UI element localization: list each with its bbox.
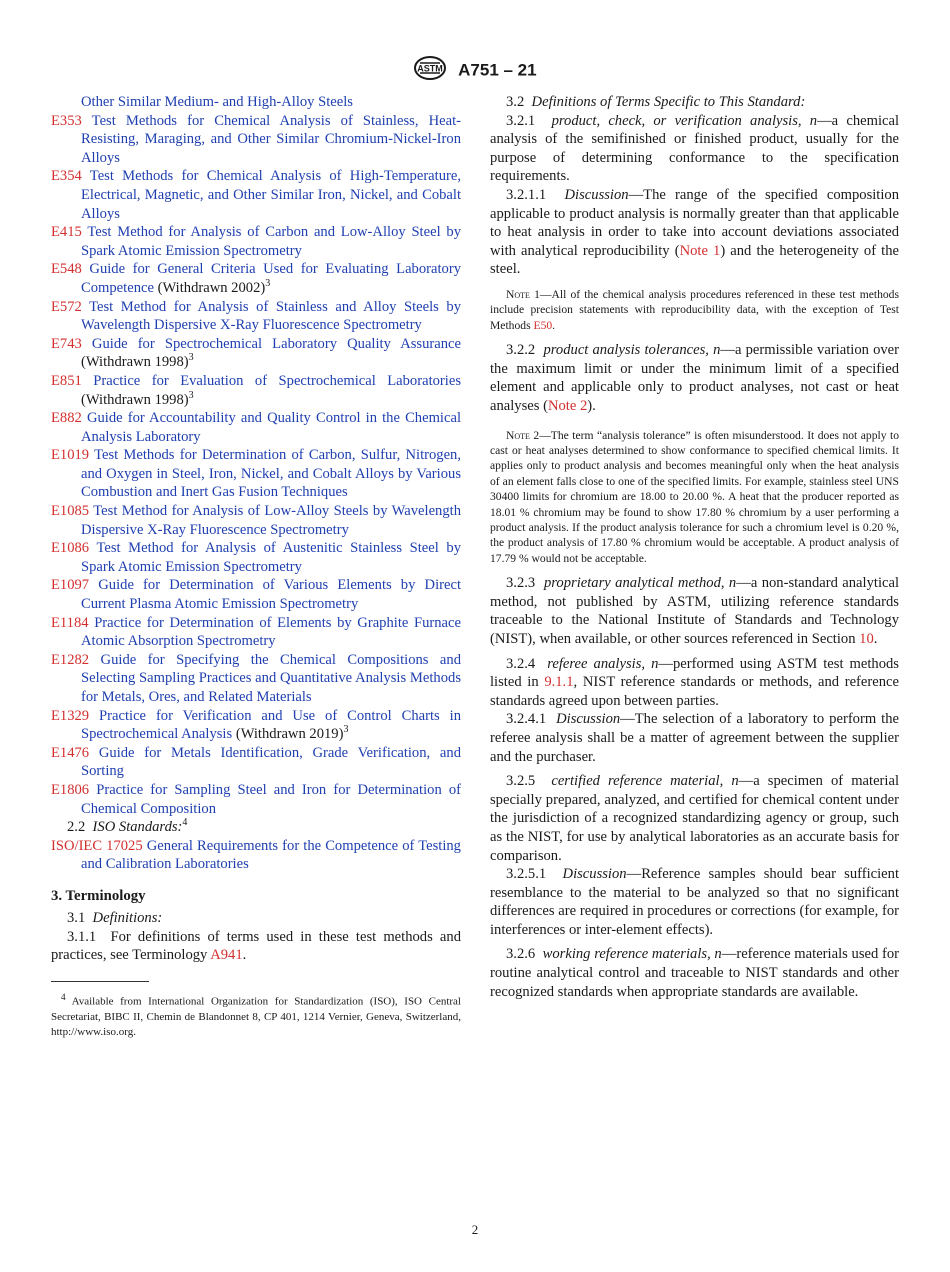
reference-code[interactable]: E1097 bbox=[51, 577, 90, 594]
reference-code[interactable]: E743 bbox=[51, 335, 82, 352]
link-section-10[interactable]: 10 bbox=[859, 630, 874, 647]
page-header bbox=[0, 55, 950, 86]
reference-code[interactable]: E353 bbox=[51, 112, 82, 129]
reference-item[interactable] bbox=[51, 298, 461, 335]
paragraph-3-2-5: 3.2.5 certified reference material, n—a specimen of material specially prepared, analyzed, and certified for chemical content under the jurisdiction of a recognized standardizing agency or group, such as the NIST, for use by analytical laboratories as an accurate basis for comparison. bbox=[490, 773, 900, 864]
link-e50[interactable]: E50 bbox=[533, 318, 553, 332]
link-a941[interactable]: A941 bbox=[210, 947, 243, 964]
reference-title[interactable]: Guide for Accountability and Quality Control in the Chemical Analysis Laboratory bbox=[81, 410, 461, 445]
note-2: Note 2—The term “analysis tolerance” is often misunderstood. It does not apply to cast or heat analyses determined to show conformance to specified chemical limits. It applies only to product analysis and becomes meaningful only when the heat analysis of an element falls close to one of the specified limits. For example, stainless steel UNS 30400 limits for chromium are 18.00 to 20.00 %. A heat that the producer reported as 18.01 % chromium may be found to show 17.80 % chromium by a user performing a product analysis. If the product analysis tolerance for such a chromium level is 0.20 %, the product analysis of 17.80 % chromium would be acceptable. A product analysis of 17.79 % would not be acceptable. bbox=[490, 428, 899, 565]
paragraph-3-2-2: 3.2.2 product analysis tolerances, n—a permissible variation over the maximum limit or under the minimum limit of a specified element and applicable only to product analyses, not cast or heat analyses (Note 2). bbox=[490, 342, 900, 414]
reference-code[interactable]: E572 bbox=[51, 298, 82, 315]
reference-code[interactable]: E882 bbox=[51, 410, 82, 427]
reference-code[interactable]: E1085 bbox=[51, 503, 90, 520]
reference-item[interactable] bbox=[51, 409, 461, 446]
footnote-ref: 3 bbox=[188, 389, 194, 401]
reference-title[interactable]: Practice for Evaluation of Spectrochemical Laboratories bbox=[93, 372, 461, 389]
reference-title[interactable]: Practice for Determination of Elements by Graphite Furnace Atomic Absorption Spectrometry bbox=[81, 614, 461, 650]
reference-title[interactable]: Practice for Sampling Steel and Iron for Determination of Chemical Composition bbox=[81, 781, 461, 817]
right-column bbox=[490, 93, 899, 1001]
astm-logo-icon bbox=[413, 55, 447, 86]
reference-item[interactable] bbox=[51, 223, 461, 260]
reference-item[interactable] bbox=[51, 112, 461, 168]
reference-code[interactable]: E415 bbox=[51, 224, 82, 241]
footnote-4: $^4$ Available from International Organization for Standardization (ISO), ISO Central Secretariat, BIBC II, Chemin de Blandonnet 8, CP 401, 1214 Vernier, Geneva, Switzerland, http://www.iso.org. bbox=[51, 991, 461, 1039]
iso-reference-title[interactable]: General Requirements for the Competence of Testing and Calibration Laboratories bbox=[81, 837, 461, 873]
reference-title[interactable]: Guide for Spectrochemical Laboratory Quality Assurance bbox=[91, 335, 461, 352]
reference-list bbox=[51, 112, 461, 819]
footnote-divider bbox=[51, 981, 149, 982]
withdrawn-note: (Withdrawn 2002) bbox=[157, 279, 266, 296]
svg-text:ASTM: ASTM bbox=[417, 63, 444, 74]
reference-title[interactable]: Test Methods for Chemical Analysis of Stainless, Heat-Resisting, Maraging, and Other Similar Chromium-Nickel-Iron Alloys bbox=[81, 112, 461, 166]
reference-code[interactable]: E1019 bbox=[51, 447, 90, 464]
reference-code[interactable]: E1086 bbox=[51, 540, 90, 557]
reference-code[interactable]: E1184 bbox=[51, 614, 89, 631]
paragraph-3-2-5-1: 3.2.5.1 Discussion—Reference samples should bear sufficient resemblance to the material to be analyzed so that no significant differences are required in procedures or corrections (for example, for interferences or inter-element effects). bbox=[490, 866, 899, 938]
footnote-ref: 3 bbox=[343, 724, 349, 736]
withdrawn-note: (Withdrawn 1998) bbox=[81, 391, 189, 408]
paragraph-3-2-6: 3.2.6 working reference materials, n—reference materials used for routine analytical control and traceable to NIST standards and other recognized standards when appropriate standards are available. bbox=[490, 946, 900, 1000]
reference-title[interactable]: Guide for Determination of Various Elements by Direct Current Plasma Atomic Emission Spectrometry bbox=[81, 577, 461, 613]
note-1: Note 1—All of the chemical analysis procedures referenced in these test methods include precision statements with reproducibility data, with the exception of Test Methods E50. bbox=[490, 287, 899, 332]
reference-item[interactable] bbox=[51, 372, 461, 409]
paragraph-3-2-1: 3.2.1 product, check, or verification analysis, n—a chemical analysis of the semifinished or finished product, usually for the purpose of determining conformance to the specification requirements. bbox=[490, 112, 900, 185]
reference-code[interactable]: E1329 bbox=[51, 707, 90, 724]
reference-title[interactable]: Test Method for Analysis of Austenitic Stainless Steel by Spark Atomic Emission Spectrometry bbox=[81, 540, 462, 575]
reference-code[interactable]: E851 bbox=[51, 372, 82, 389]
reference-item[interactable] bbox=[51, 576, 461, 613]
section-3-heading: 3. Terminology bbox=[51, 887, 146, 904]
iso-standards-heading: 2.2 ISO Standards:$^4$ bbox=[67, 817, 188, 836]
link-note-1[interactable]: Note 1 bbox=[679, 242, 721, 259]
reference-title[interactable]: Test Method for Analysis of Stainless and Alloy Steels by Wavelength Dispersive X-Ray Fluorescence Spectrometry bbox=[81, 298, 462, 334]
reference-item[interactable] bbox=[51, 744, 461, 781]
withdrawn-note: (Withdrawn 2019) bbox=[235, 726, 344, 743]
definitions-heading: 3.1 Definitions: bbox=[67, 909, 163, 926]
reference-item[interactable] bbox=[51, 446, 461, 502]
reference-item[interactable] bbox=[51, 539, 461, 576]
continued-reference-title: Other Similar Medium- and High-Alloy Steels bbox=[81, 94, 353, 110]
paragraph-3-2-4: 3.2.4 referee analysis, n—performed using ASTM test methods listed in 9.1.1, NIST reference standards or methods, and reference standards agreed upon between parties. bbox=[490, 655, 899, 709]
reference-code[interactable]: E1282 bbox=[51, 651, 90, 668]
footnote-ref: 3 bbox=[265, 278, 271, 290]
paragraph-3-1-1: 3.1.1 For definitions of terms used in these test methods and practices, see Terminology A941. bbox=[51, 928, 462, 964]
reference-title[interactable]: Test Methods for Determination of Carbon, Sulfur, Nitrogen, and Oxygen in Steel, Iron, Nickel, and Cobalt Alloys by Various Combustion and Inert Gas Fusion Techniques bbox=[81, 447, 461, 501]
paragraph-3-2-1-1: 3.2.1.1 Discussion—The range of the specified composition applicable to product analysis is normally greater than that applicable to heat analysis in order to take into account deviations associated with analytical reproducibility (Note 1) and the heterogeneity of the steel. bbox=[490, 186, 900, 278]
reference-title[interactable]: Guide for Specifying the Chemical Compositions and Selecting Sampling Practices and Quantitative Analysis Methods for Metals, Ores, and Related Materials bbox=[81, 651, 461, 705]
reference-item[interactable] bbox=[51, 651, 461, 707]
reference-title[interactable]: Test Method for Analysis of Carbon and Low-Alloy Steel by Spark Atomic Emission Spectrometry bbox=[81, 224, 461, 259]
reference-code[interactable]: E354 bbox=[51, 168, 82, 185]
left-column bbox=[51, 93, 461, 1041]
withdrawn-note: (Withdrawn 1998) bbox=[81, 354, 189, 371]
reference-code[interactable]: E1476 bbox=[51, 744, 90, 761]
reference-title[interactable]: Test Methods for Chemical Analysis of High-Temperature, Electrical, Magnetic, and Other Similar Iron, Nickel, and Cobalt Alloys bbox=[81, 168, 461, 222]
paragraph-3-2-3: 3.2.3 proprietary analytical method, n—a non-standard analytical method, not published by ASTM, utilizing reference standards traceable to the National Institute of Standards and Technology (NIST), when available, or other sources referenced in Section 10. bbox=[490, 575, 900, 647]
reference-title[interactable]: Guide for General Criteria Used for Evaluating Laboratory Competence bbox=[81, 261, 461, 296]
iso-reference[interactable] bbox=[51, 837, 461, 874]
link-note-2[interactable]: Note 2 bbox=[547, 397, 588, 414]
reference-code[interactable]: E1806 bbox=[51, 781, 90, 798]
reference-title[interactable]: Practice for Verification and Use of Control Charts in Spectrochemical Analysis bbox=[81, 707, 461, 743]
heading-3-2: 3.2 Definitions of Terms Specific to This Standard: bbox=[506, 94, 806, 110]
paragraph-3-2-4-1: 3.2.4.1 Discussion—The selection of a laboratory to perform the referee analysis shall be a matter of agreement between the supplier and the purchaser. bbox=[490, 711, 899, 765]
link-9-1-1[interactable]: 9.1.1 bbox=[544, 674, 574, 691]
reference-code[interactable]: E548 bbox=[51, 261, 82, 278]
reference-item[interactable] bbox=[51, 167, 461, 223]
reference-item[interactable] bbox=[51, 502, 461, 539]
footnote-ref: 3 bbox=[188, 352, 194, 364]
reference-item[interactable] bbox=[51, 260, 461, 297]
reference-item[interactable] bbox=[51, 614, 461, 651]
document-designation: A751 – 21 bbox=[458, 60, 537, 80]
reference-title[interactable]: Test Method for Analysis of Low-Alloy Steels by Wavelength Dispersive X-Ray Fluorescence Spectrometry bbox=[81, 503, 462, 538]
reference-item[interactable] bbox=[51, 335, 461, 372]
reference-item[interactable] bbox=[51, 707, 461, 744]
page-number: 2 bbox=[471, 1222, 479, 1237]
iso-reference-code[interactable]: ISO/IEC 17025 bbox=[51, 837, 143, 854]
reference-item[interactable] bbox=[51, 781, 461, 818]
reference-title[interactable]: Guide for Metals Identification, Grade Verification, and Sorting bbox=[81, 744, 461, 780]
